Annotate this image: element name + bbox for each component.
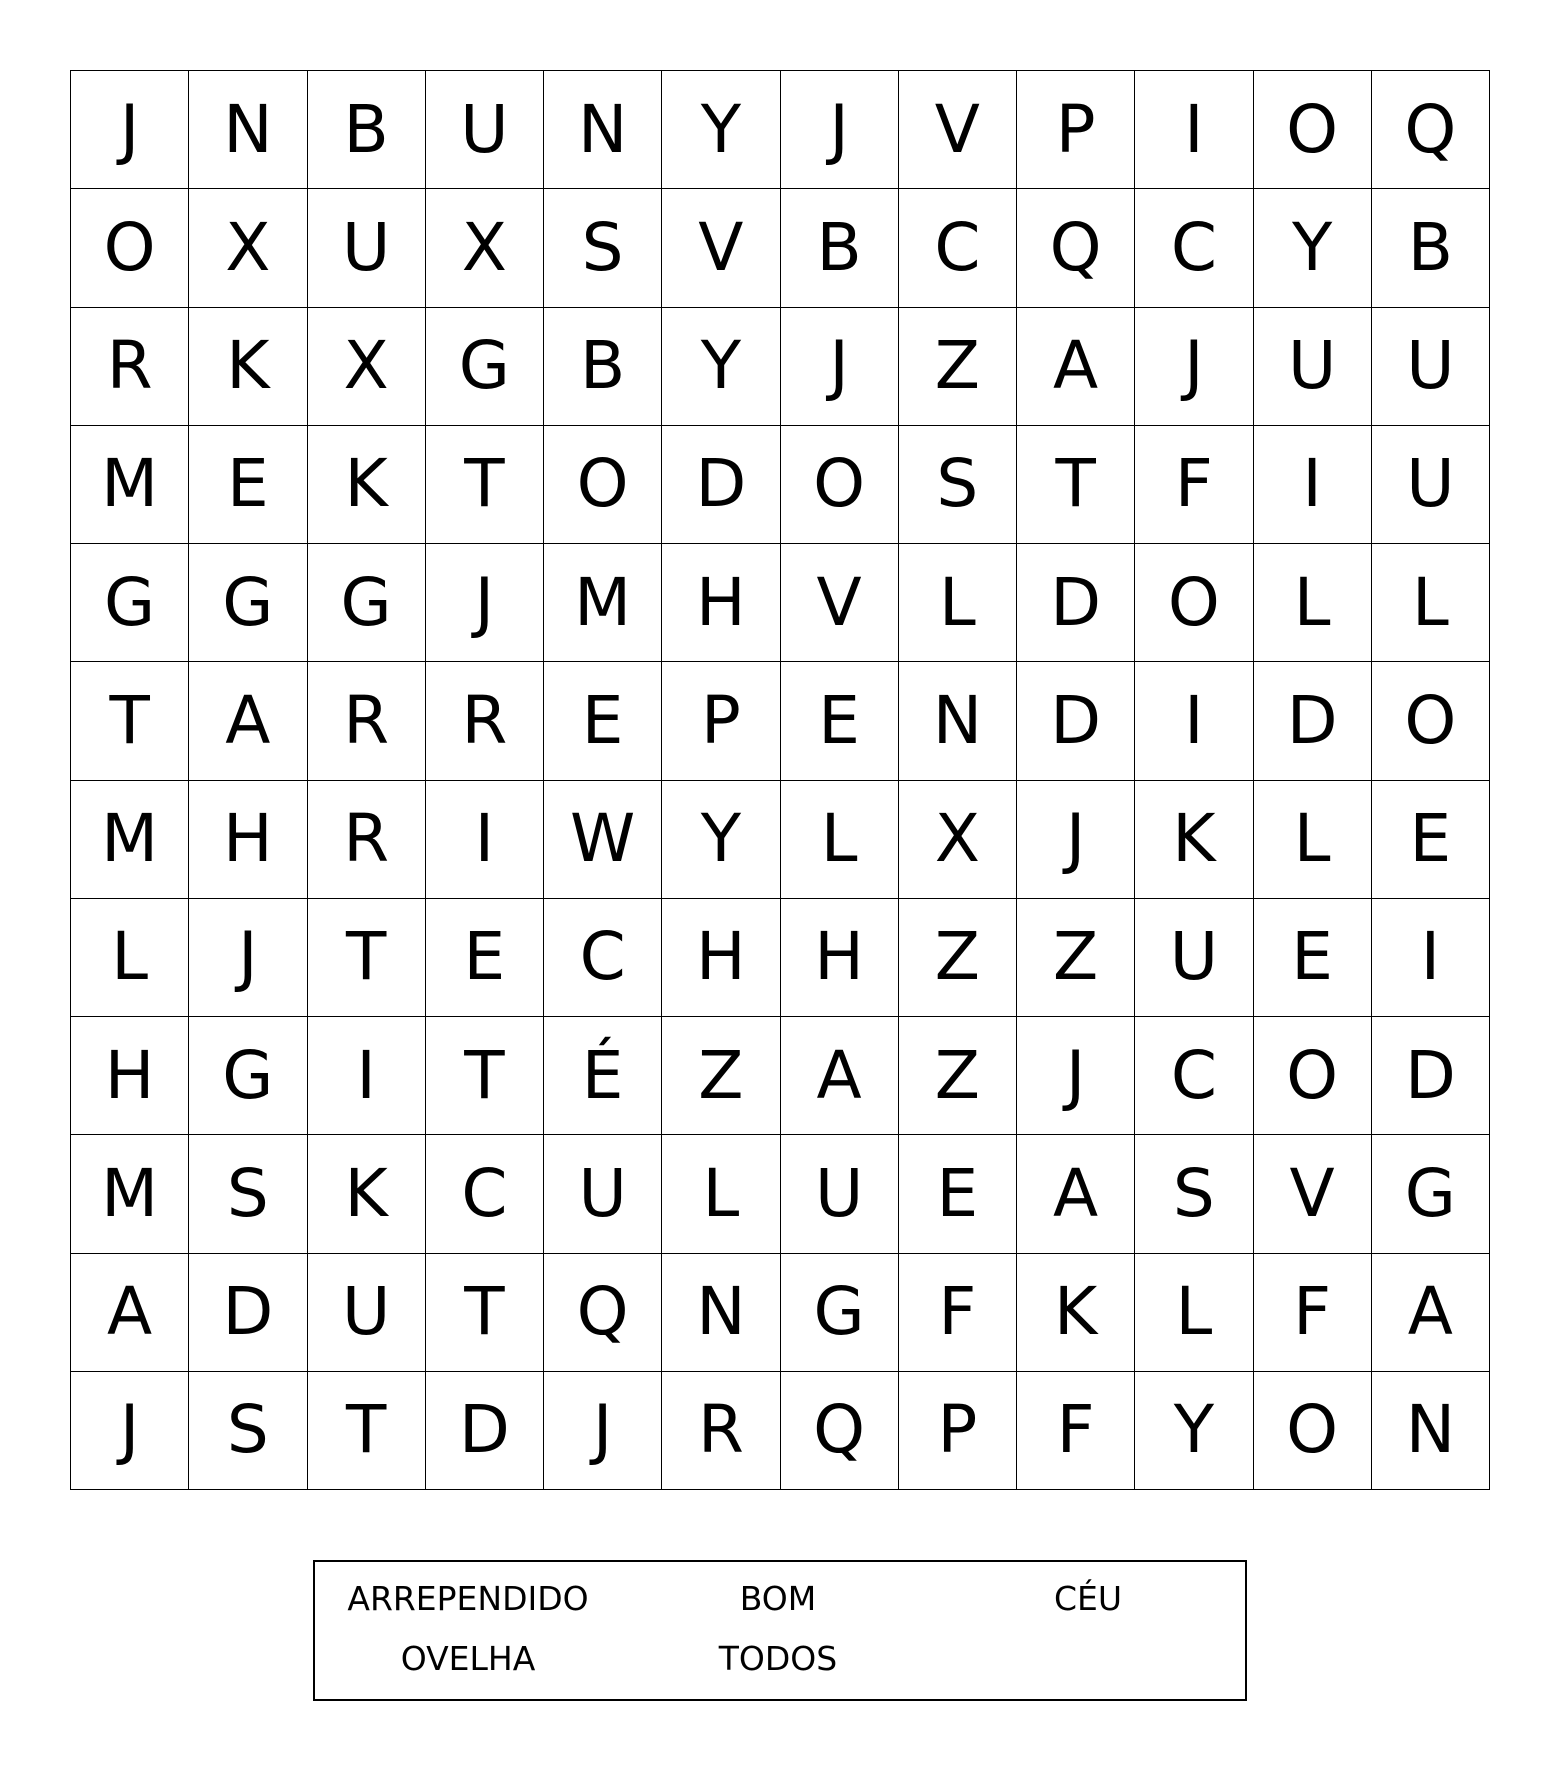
- grid-cell[interactable]: M: [71, 781, 189, 899]
- grid-cell[interactable]: É: [544, 1017, 662, 1135]
- grid-cell[interactable]: Y: [1135, 1372, 1253, 1490]
- grid-cell[interactable]: B: [308, 71, 426, 189]
- grid-cell[interactable]: J: [1017, 1017, 1135, 1135]
- grid-cell[interactable]: I: [1254, 426, 1372, 544]
- grid-cell[interactable]: Q: [1372, 71, 1490, 189]
- grid-cell[interactable]: I: [1135, 662, 1253, 780]
- word-arrependido: ARREPENDIDO: [347, 1579, 589, 1618]
- grid-cell[interactable]: D: [426, 1372, 544, 1490]
- grid-cell[interactable]: O: [1135, 544, 1253, 662]
- grid-cell[interactable]: D: [662, 426, 780, 544]
- grid-cell[interactable]: V: [781, 544, 899, 662]
- grid-cell[interactable]: Q: [781, 1372, 899, 1490]
- grid-cell[interactable]: I: [426, 781, 544, 899]
- grid-cell[interactable]: U: [1254, 308, 1372, 426]
- grid-cell[interactable]: I: [308, 1017, 426, 1135]
- grid-cell[interactable]: E: [1254, 899, 1372, 1017]
- grid-cell[interactable]: D: [1254, 662, 1372, 780]
- grid-cell[interactable]: U: [781, 1135, 899, 1253]
- word-search-grid: [70, 70, 1490, 1490]
- grid-cell[interactable]: Y: [662, 71, 780, 189]
- grid-cell[interactable]: A: [71, 1254, 189, 1372]
- grid-cell[interactable]: D: [1017, 544, 1135, 662]
- grid-cell[interactable]: J: [189, 899, 307, 1017]
- grid-cell[interactable]: T: [426, 1254, 544, 1372]
- grid-cell[interactable]: G: [308, 544, 426, 662]
- grid-cell[interactable]: Z: [662, 1017, 780, 1135]
- grid-cell[interactable]: H: [662, 544, 780, 662]
- grid-cell[interactable]: L: [71, 899, 189, 1017]
- grid-cell[interactable]: O: [544, 426, 662, 544]
- grid-cell[interactable]: N: [189, 71, 307, 189]
- grid-cell[interactable]: F: [899, 1254, 1017, 1372]
- grid-cell[interactable]: F: [1135, 426, 1253, 544]
- grid-cell[interactable]: P: [1017, 71, 1135, 189]
- grid-cell[interactable]: Q: [544, 1254, 662, 1372]
- grid-cell[interactable]: A: [1372, 1254, 1490, 1372]
- grid-cell[interactable]: V: [899, 71, 1017, 189]
- grid-cell[interactable]: G: [189, 1017, 307, 1135]
- grid-cell[interactable]: V: [1254, 1135, 1372, 1253]
- grid-cell[interactable]: T: [1017, 426, 1135, 544]
- grid-cell[interactable]: A: [1017, 308, 1135, 426]
- word-ovelha: OVELHA: [400, 1639, 536, 1678]
- grid-cell[interactable]: J: [781, 308, 899, 426]
- grid-cell[interactable]: F: [1017, 1372, 1135, 1490]
- grid-cell[interactable]: J: [71, 71, 189, 189]
- grid-cell[interactable]: Y: [662, 781, 780, 899]
- grid-cell[interactable]: U: [308, 189, 426, 307]
- grid-cell[interactable]: F: [1254, 1254, 1372, 1372]
- grid-cell[interactable]: G: [189, 544, 307, 662]
- grid-cell[interactable]: C: [899, 189, 1017, 307]
- grid-cell[interactable]: N: [899, 662, 1017, 780]
- grid-cell[interactable]: L: [1254, 781, 1372, 899]
- grid-cell[interactable]: K: [189, 308, 307, 426]
- grid-cell[interactable]: N: [544, 71, 662, 189]
- grid-cell[interactable]: J: [544, 1372, 662, 1490]
- grid-cell[interactable]: E: [1372, 781, 1490, 899]
- grid-cell[interactable]: Y: [662, 308, 780, 426]
- grid-cell[interactable]: U: [1135, 899, 1253, 1017]
- grid-cell[interactable]: W: [544, 781, 662, 899]
- grid-cell[interactable]: G: [1372, 1135, 1490, 1253]
- grid-cell[interactable]: A: [189, 662, 307, 780]
- grid-cell[interactable]: X: [308, 308, 426, 426]
- word-list-box: [313, 1560, 1247, 1701]
- grid-cell[interactable]: R: [662, 1372, 780, 1490]
- grid-cell[interactable]: G: [781, 1254, 899, 1372]
- grid-cell[interactable]: T: [426, 1017, 544, 1135]
- grid-cell[interactable]: B: [781, 189, 899, 307]
- grid-cell[interactable]: L: [899, 544, 1017, 662]
- grid-cell[interactable]: O: [71, 189, 189, 307]
- grid-cell[interactable]: R: [308, 662, 426, 780]
- grid-cell[interactable]: U: [544, 1135, 662, 1253]
- grid-cell[interactable]: J: [426, 544, 544, 662]
- grid-cell[interactable]: G: [71, 544, 189, 662]
- grid-cell[interactable]: V: [662, 189, 780, 307]
- grid-cell[interactable]: H: [189, 781, 307, 899]
- grid-cell[interactable]: B: [1372, 189, 1490, 307]
- grid-cell[interactable]: X: [189, 189, 307, 307]
- grid-cell[interactable]: U: [426, 71, 544, 189]
- grid-cell[interactable]: T: [308, 1372, 426, 1490]
- grid-cell[interactable]: H: [781, 899, 899, 1017]
- grid-cell[interactable]: P: [662, 662, 780, 780]
- grid-cell[interactable]: A: [781, 1017, 899, 1135]
- grid-cell[interactable]: B: [544, 308, 662, 426]
- grid-cell[interactable]: Z: [1017, 899, 1135, 1017]
- grid-cell[interactable]: K: [1135, 781, 1253, 899]
- word-bom: BOM: [739, 1579, 817, 1618]
- grid-cell[interactable]: S: [544, 189, 662, 307]
- grid-cell[interactable]: X: [899, 781, 1017, 899]
- grid-cell[interactable]: P: [899, 1372, 1017, 1490]
- grid-cell[interactable]: E: [544, 662, 662, 780]
- grid-cell[interactable]: Z: [899, 1017, 1017, 1135]
- grid-cell[interactable]: O: [781, 426, 899, 544]
- grid-cell[interactable]: Y: [1254, 189, 1372, 307]
- grid-cell[interactable]: C: [544, 899, 662, 1017]
- grid-cell[interactable]: R: [426, 662, 544, 780]
- grid-cell[interactable]: D: [1017, 662, 1135, 780]
- grid-cell[interactable]: R: [71, 308, 189, 426]
- grid-cell[interactable]: Z: [899, 899, 1017, 1017]
- grid-cell[interactable]: L: [1135, 1254, 1253, 1372]
- grid-cell[interactable]: L: [1372, 544, 1490, 662]
- grid-cell[interactable]: T: [308, 899, 426, 1017]
- grid-cell[interactable]: N: [662, 1254, 780, 1372]
- grid-cell[interactable]: J: [1135, 308, 1253, 426]
- grid-cell[interactable]: D: [1372, 1017, 1490, 1135]
- grid-cell[interactable]: S: [1135, 1135, 1253, 1253]
- grid-cell[interactable]: X: [426, 189, 544, 307]
- grid-cell[interactable]: O: [1254, 1372, 1372, 1490]
- grid-cell[interactable]: M: [544, 544, 662, 662]
- grid-cell[interactable]: C: [1135, 1017, 1253, 1135]
- grid-cell[interactable]: D: [189, 1254, 307, 1372]
- grid-cell[interactable]: K: [308, 426, 426, 544]
- grid-cell[interactable]: S: [189, 1372, 307, 1490]
- grid-cell[interactable]: E: [426, 899, 544, 1017]
- grid-cell[interactable]: U: [308, 1254, 426, 1372]
- grid-cell[interactable]: E: [189, 426, 307, 544]
- grid-cell[interactable]: C: [1135, 189, 1253, 307]
- grid-cell[interactable]: T: [426, 426, 544, 544]
- grid-cell[interactable]: S: [189, 1135, 307, 1253]
- grid-cell[interactable]: U: [1372, 308, 1490, 426]
- word-ceu: CÉU: [1053, 1579, 1123, 1618]
- grid-cell[interactable]: O: [1372, 662, 1490, 780]
- grid-cell[interactable]: Q: [1017, 189, 1135, 307]
- grid-cell[interactable]: E: [781, 662, 899, 780]
- grid-cell[interactable]: A: [1017, 1135, 1135, 1253]
- grid-cell[interactable]: E: [899, 1135, 1017, 1253]
- grid-cell[interactable]: J: [781, 71, 899, 189]
- grid-cell[interactable]: K: [1017, 1254, 1135, 1372]
- grid-cell[interactable]: J: [71, 1372, 189, 1490]
- grid-cell[interactable]: H: [662, 899, 780, 1017]
- word-todos: TODOS: [718, 1639, 838, 1678]
- grid-cell[interactable]: K: [308, 1135, 426, 1253]
- grid-cell[interactable]: C: [426, 1135, 544, 1253]
- grid-cell[interactable]: L: [781, 781, 899, 899]
- grid-cell[interactable]: N: [1372, 1372, 1490, 1490]
- grid-cell[interactable]: I: [1372, 899, 1490, 1017]
- grid-cell[interactable]: L: [1254, 544, 1372, 662]
- grid-cell[interactable]: J: [1017, 781, 1135, 899]
- grid-cell[interactable]: M: [71, 1135, 189, 1253]
- grid-cell[interactable]: I: [1135, 71, 1253, 189]
- grid-cell[interactable]: S: [899, 426, 1017, 544]
- grid-cell[interactable]: U: [1372, 426, 1490, 544]
- grid-cell[interactable]: G: [426, 308, 544, 426]
- grid-cell[interactable]: R: [308, 781, 426, 899]
- grid-cell[interactable]: O: [1254, 71, 1372, 189]
- grid-cell[interactable]: L: [662, 1135, 780, 1253]
- grid-cell[interactable]: T: [71, 662, 189, 780]
- grid-cell[interactable]: Z: [899, 308, 1017, 426]
- grid-cell[interactable]: O: [1254, 1017, 1372, 1135]
- grid-cell[interactable]: M: [71, 426, 189, 544]
- grid-cell[interactable]: H: [71, 1017, 189, 1135]
